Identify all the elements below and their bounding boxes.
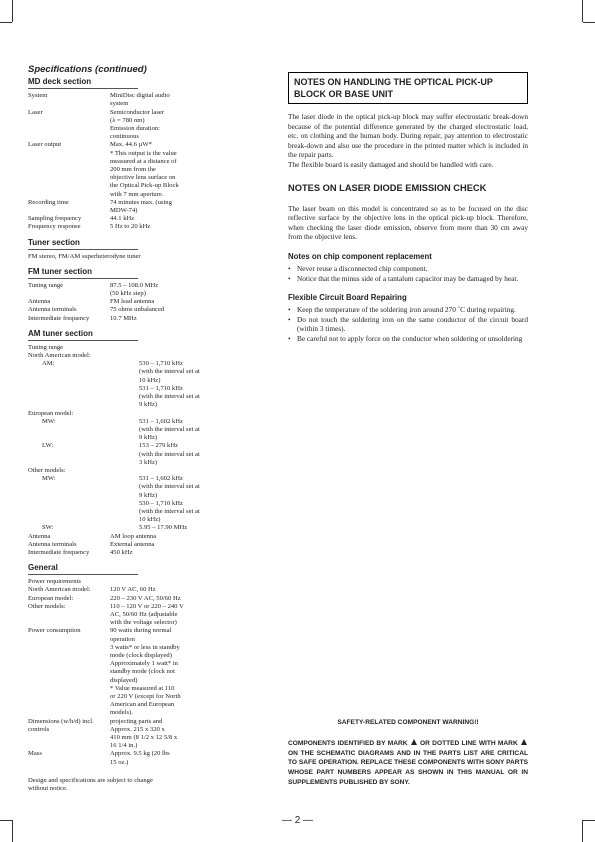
spec-row-dimensions: Dimensions (w/h/d) incl. controls projecting parts and Approx. 215 x 320 x 410 mm (8 1/2 x 12 5/8 x 16 1/4 in.)	[28, 717, 178, 750]
am-tuner-heading: AM tuner section	[28, 329, 138, 341]
spec-row-recording-time: Recording time 74 minutes max. (using MDW-74)	[28, 198, 172, 215]
list-item: • Notice that the minus side of a tantalum capacitor may be damaged by heat.	[288, 274, 528, 284]
spec-row-am-sw: SW: 5.95 – 17.90 MHz	[42, 524, 188, 532]
spec-row-am-if: Intermediate frequency 450 kHz	[28, 548, 133, 556]
list-item: • Be careful not to apply force on the conductor when soldering or unsoldering	[288, 334, 528, 344]
md-deck-heading: MD deck section	[28, 77, 138, 89]
specifications-title: Specifications (continued)	[28, 64, 147, 75]
laser-check-text: The laser beam on this model is concentrated so as to be focused on the disc reflective surface by the objective lens in the optical pick-up block. Therefore, when checking the laser diode emission, observe from more than 30 cm away from the objective lens.	[288, 203, 528, 242]
spec-row-power-other: Other models: 110 – 120 V or 220 – 240 V AC, 50/60 Hz (adjustable with the voltage selector)	[28, 602, 184, 627]
spec-row-am-terminals: Antenna terminals External antenna	[28, 540, 155, 548]
specifications-column	[28, 66, 290, 793]
am-north-american-label: North American model:	[28, 352, 91, 360]
spec-row-laser-output: Laser output Max. 44.6 µW* * This output is the value measured at a distance of 200 mm from the objective lens surface on the Optical Pick-up Block with 7 mm aperture.	[28, 141, 179, 198]
spec-row-power-eu: European model: 220 – 230 V AC, 50/60 Hz	[28, 594, 181, 602]
crop-mark-top-right-h	[583, 22, 595, 23]
spec-row-am-other-mw: MW: 531 – 1,602 kHz (with the interval set at 9 kHz) 530 – 1,710 kHz (with the interval set at 10 kHz)	[42, 475, 200, 524]
laser-check-heading: NOTES ON LASER DIODE EMISSION CHECK	[288, 182, 487, 193]
page-number: — 2 —	[281, 815, 314, 826]
warning-triangle-icon	[411, 739, 417, 745]
spec-change-note: Design and specifications are subject to change without notice.	[28, 776, 153, 793]
spec-row-am-antenna: Antenna AM loop antenna	[28, 532, 157, 540]
spec-row-power-consumption: Power consumption 90 watts during normal operation 3 watts* or less in standby mode (clock displayed) Approximately 1 watt* in standby mode (clock not displayed) * Value measured at 110 or 220 V (except for North American and European models).	[28, 627, 181, 717]
spec-row-laser: Laser Semiconductor laser (λ = 780 nm) Emission duration: continuous	[28, 108, 165, 141]
safety-warning-title: SAFETY-RELATED COMPONENT WARNING!!	[337, 719, 479, 726]
warning-triangle-icon	[521, 739, 527, 745]
spec-row-am-eu-lw: LW: 153 – 279 kHz (with the interval set at 3 kHz)	[42, 442, 200, 466]
spec-row-sampling: Sampling frequency 44.1 kHz	[28, 215, 135, 223]
am-other-label: Other models:	[28, 466, 66, 474]
crop-mark-top-left-v	[12, 0, 13, 22]
spec-row-fm-if: Intermediate frequency 10.7 MHz	[28, 314, 137, 322]
service-notes-column	[288, 72, 528, 344]
tuner-text: FM stereo, FM/AM superheterodyne tuner	[28, 252, 141, 260]
handling-notes-heading: NOTES ON HANDLING THE OPTICAL PICK-UP BLOCK OR BASE UNIT	[288, 72, 528, 104]
am-tuning-range-label: Tuning range	[28, 343, 64, 351]
handling-notes-text: The laser diode in the optical pick-up block may suffer electrostatic break-down because of the potential difference generated by the charged electrostatic load, etc. on clothing and the human body. During repair, pay attention to electrostatic break-down and also use the procedure in the printed matter which is included in the repair parts.	[288, 112, 528, 160]
crop-mark-top-left-h	[0, 22, 12, 23]
tuner-heading: Tuner section	[28, 238, 138, 250]
spec-row-am-eu-mw: MW: 531 – 1,602 kHz (with the interval set at 9 kHz)	[42, 417, 200, 442]
spec-row-power-na: North American model: 120 V AC, 60 Hz	[28, 586, 156, 594]
list-item: • Never reuse a disconnected chip component.	[288, 264, 528, 274]
spec-row-mass: Mass Approx. 9.5 kg (20 lbs 15 oz.)	[28, 750, 170, 766]
safety-warning-text: COMPONENTS IDENTIFIED BY MARK OR DOTTED LINE WITH MARK ON THE SCHEMATIC DIAGRAMS AND IN THE PARTS LIST ARE CRITICAL TO SAFE OPERATION. REPLACE THESE COMPONENTS WITH SONY PARTS WHOSE PART NUMBERS APPEAR AS SHOWN IN THIS MANUAL OR IN SUPPLEMENTS PUBLISHED BY SONY.	[288, 739, 528, 786]
list-item: • Do not touch the soldering iron on the same conductor of the circuit board (within 3 times).	[288, 315, 528, 334]
flex-repair-list	[288, 305, 528, 343]
fm-tuner-heading: FM tuner section	[28, 267, 138, 279]
spec-row-fm-range: Tuning range 87.5 – 108.0 MHz (50 kHz step)	[28, 281, 159, 298]
am-european-label: European model:	[28, 409, 74, 417]
spec-row-fm-antenna: Antenna FM lead antenna	[28, 298, 155, 306]
chip-replacement-list	[288, 264, 528, 283]
spec-row-fm-terminals: Antenna terminals 75 ohms unbalanced	[28, 306, 165, 314]
power-requirements-label: Power requirements	[28, 578, 81, 586]
flex-repair-heading: Flexible Circuit Board Repairing	[288, 293, 407, 303]
crop-mark-top-right-v	[582, 0, 583, 22]
general-heading: General	[28, 563, 138, 575]
spec-row-frequency-response: Frequency response 5 Hz to 20 kHz	[28, 223, 151, 231]
list-item: • Keep the temperature of the soldering iron around 270 ˚C during repairing.	[288, 305, 528, 315]
chip-replacement-heading: Notes on chip component replacement	[288, 251, 432, 261]
flexible-board-text: The flexible board is easily damaged and should be handled with care.	[288, 159, 494, 169]
safety-warning	[288, 718, 528, 788]
spec-row-system: System MiniDisc digital audio system	[28, 92, 170, 108]
spec-row-am-na: AM: 530 – 1,710 kHz (with the interval set at 10 kHz) 531 – 1,710 kHz (with the interval set at 9 kHz)	[42, 360, 200, 409]
